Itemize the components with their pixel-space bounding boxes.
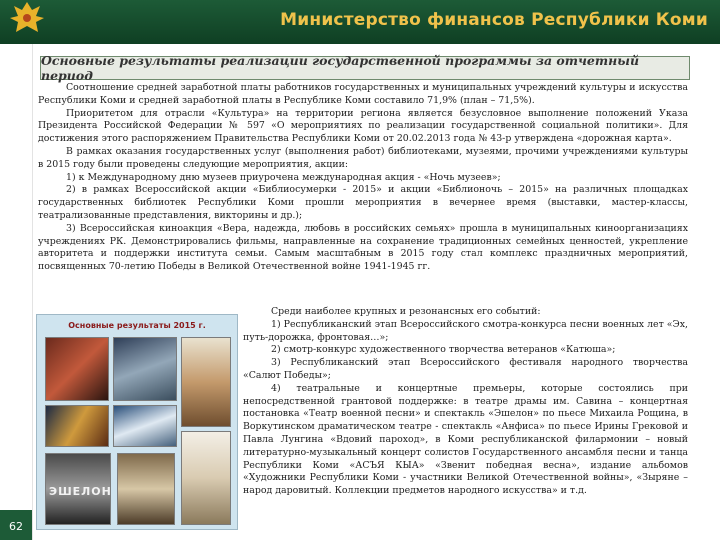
paragraph: 1) к Международному дню музеев приурочена международная акция - «Ночь музеев»; bbox=[66, 171, 501, 183]
list-item: 2) смотр-конкурс художественного творчества ветеранов «Катюша»; bbox=[271, 344, 616, 356]
event-photo bbox=[113, 337, 177, 401]
page-number: 62 bbox=[9, 520, 23, 533]
event-photo bbox=[181, 337, 231, 427]
event-photo bbox=[113, 405, 177, 447]
collage-title: Основные результаты 2015 г. bbox=[68, 321, 206, 330]
slide-subtitle: Основные результаты реализации государственной программы за отчетный период bbox=[41, 53, 640, 83]
event-photo bbox=[117, 453, 175, 525]
event-photo bbox=[45, 337, 109, 401]
paragraph: Приоритетом для отрасли «Культура» на территории региона является безусловное выполнение положений Указа Президента Российской Федерации № 597 «О мероприятиях по реализации государственной социальной политики». Для достижения этого распоряжением Правительства Республики Коми от 20.02.2013 года № 43-р утверждена «дорожная карта». bbox=[38, 107, 688, 145]
event-photo bbox=[45, 405, 109, 447]
header-bar bbox=[0, 0, 720, 44]
ministry-title: Министерство финансов Республики Коми bbox=[280, 10, 708, 30]
paragraph: В рамках оказания государственных услуг (выполнения работ) библиотеками, музеями, прочими учреждениями культуры в 2015 году были проведены следующие мероприятия, акции: bbox=[38, 145, 688, 170]
album-cover bbox=[181, 431, 231, 525]
main-text bbox=[38, 82, 688, 274]
list-item: Среди наиболее крупных и резонансных его событий: bbox=[271, 306, 541, 317]
list-item: 1) Республиканский этап Всероссийского смотра-конкурса песни военных лет «Эх, путь-дорожка, фронтовая…»; bbox=[243, 318, 688, 343]
paragraph: 3) Всероссийская киноакция «Вера, надежда, любовь в российских семьях» прошла в муниципальных киноорганизациях учреждениях РК. Демонстрировались фильмы, направленные на сохранение традиционных семейных ценностей, укрепление авторитета и поддержки института семьи. Самым масштабным в 2015 году стал комплекс праздничных мероприятий, посвященных 70-летию Победы в Великой Отечественной войне 1941-1945 гг. bbox=[38, 222, 688, 273]
poster-title: ЭШЕЛОН bbox=[49, 485, 112, 498]
left-band bbox=[0, 44, 33, 540]
subtitle-box bbox=[40, 53, 690, 83]
photo-collage bbox=[36, 314, 238, 530]
list-item: 4) театральные и концертные премьеры, которые состоялись при непосредственной грантовой поддержке: в театре драмы им. Савина – концертная постановка «Театр военной песни» и спектакль «Эшелон» по пьесе Михаила Рощина, в Воркутинском драматическом театре - спектакль «Анфиса» по пьесе Ирины Грековой и Павла Лунгина «Вдовий пароход», в Коми республиканской филармонии – новый литературно-музыкальный концерт солистов Государственного ансамбля песни и танца Республики Коми «АСЪЯ КЫА» «Звенит победная весна», издание альбомов «Художники Республики Коми - участники Великой Отечественной войны», «Зыряне – народ даровитый. Коллекции предметов народного искусства» и т.д. bbox=[243, 382, 688, 497]
paragraph: Соотношение средней заработной платы работников государственных и муниципальных учреждений культуры и искусства Республики Коми и средней заработной платы в Республике Коми составило 71,9% (план – 71,5%). bbox=[38, 82, 688, 106]
komi-emblem-icon bbox=[10, 0, 44, 40]
list-item: 3) Республиканский этап Всероссийского фестиваля народного творчества «Салют Победы»; bbox=[243, 357, 688, 381]
events-list bbox=[243, 306, 688, 498]
paragraph: 2) в рамках Всероссийской акции «Библиосумерки - 2015» и акции «Библионочь – 2015» на различных площадках государственных библиотек Республики Коми прошли мероприятия в вечернее время (выставки, мастер-классы, театрализованные представления, викторины и др.); bbox=[38, 184, 688, 221]
